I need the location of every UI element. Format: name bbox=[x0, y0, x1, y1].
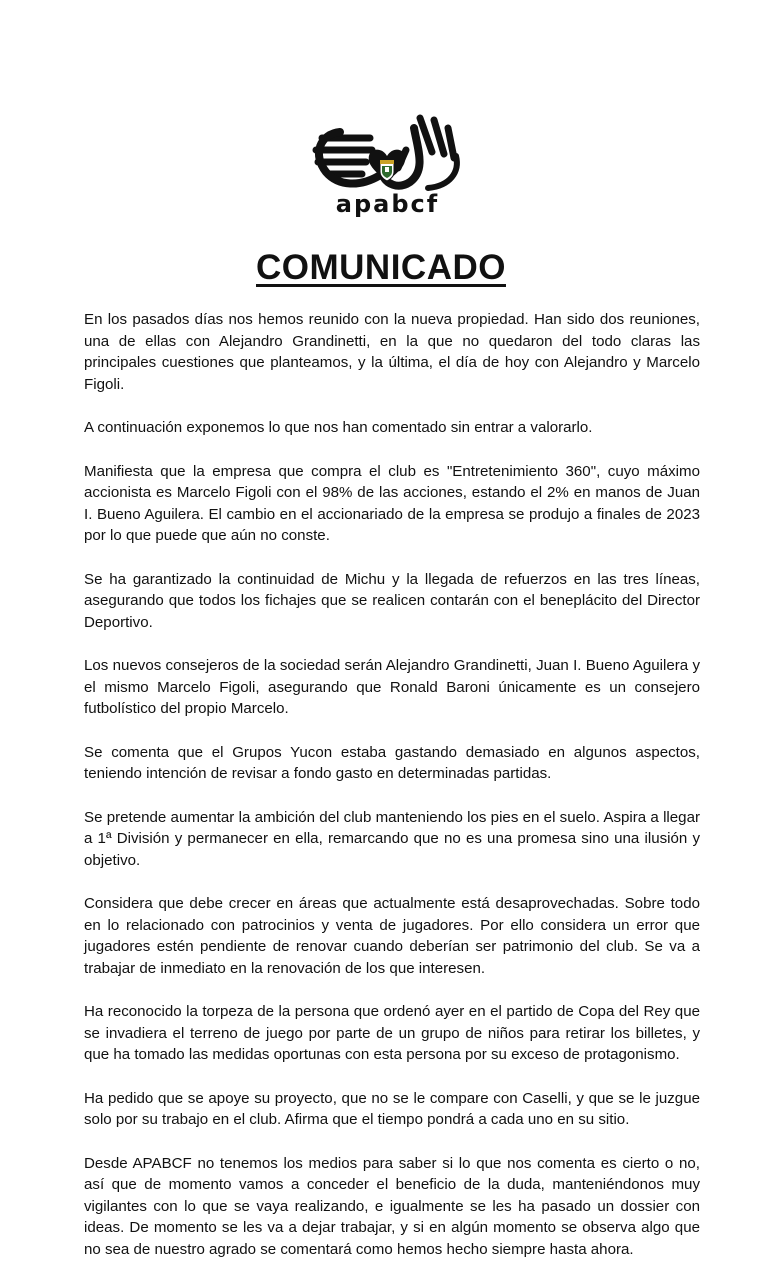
paragraph-7: Se pretende aumentar la ambición del club manteniendo los pies en el suelo. Aspira a llegar a 1ª División y permanecer en ella, remarcando que no es una promesa sino una ilusión y objetivo. bbox=[84, 808, 700, 869]
paragraph-5: Los nuevos consejeros de la sociedad serán Alejandro Grandinetti, Juan I. Bueno Aguilera y el mismo Marcelo Figoli, asegurando que Ronald Baroni únicamente es un consejero futbolístico del propio Marcelo. bbox=[84, 657, 700, 717]
paragraph-4: Se ha garantizado la continuidad de Michu y la llegada de refuerzos en las tres líneas, asegurando que todos los fichajes que se realicen contarán con el beneplácito del Director Deportivo. bbox=[84, 570, 700, 631]
paragraph-10: Ha pedido que se apoye su proyecto, que no se le compare con Caselli, y que se le juzgue solo por su trabajo en el club. Afirma que el tiempo pondrá a cada uno en su sitio. bbox=[84, 1089, 700, 1128]
logo-wordmark: apabcf bbox=[335, 190, 440, 218]
paragraph-2: A continuación exponemos lo que nos han comentado sin entrar a valorarlo. bbox=[84, 419, 593, 436]
paragraph-9: Ha reconocido la torpeza de la persona que ordenó ayer en el partido de Copa del Rey que se invadiera el terreno de juego por parte de un grupo de niños para retirar los billetes, y que ha tomado las medidas oportunas con esta persona por su exceso de protagonismo. bbox=[84, 1003, 700, 1063]
paragraph-11: Desde APABCF no tenemos los medios para saber si lo que nos comenta es cierto o no, así que de momento vamos a conceder el beneficio de la duda, manteniéndonos muy vigilantes con lo que se vaya realizando, e igualmente se les ha pasado un dossier con ideas. De momento se les va a dejar trabajar, y si en algún momento se observa algo que no sea de nuestro agrado se comentará como hemos hecho siempre hasta ahora. bbox=[84, 1154, 700, 1258]
page-title: COMUNICADO bbox=[256, 248, 506, 287]
apabcf-logo bbox=[300, 110, 475, 220]
paragraph-3: Manifiesta que la empresa que compra el club es "Entretenimiento 360", cuyo máximo accionista es Marcelo Figoli con el 98% de las acciones, estando el 2% en manos de Juan I. Bueno Aguilera. El cambio en el accionariado de la empresa se produjo a finales de 2023 por lo que puede que aún no conste. bbox=[84, 462, 700, 544]
paragraph-8: Considera que debe crecer en áreas que actualmente está desaprovechadas. Sobre todo en lo relacionado con patrocinios y venta de jugadores. Por ello considera un error que jugadores estén pendiente de renovar cuando deberían ser patrimonio del club. Se va a trabajar de inmediato en la renovación de los que interesen. bbox=[84, 895, 700, 977]
communique-body bbox=[84, 309, 700, 1282]
paragraph-1: En los pasados días nos hemos reunido con la nueva propiedad. Han sido dos reuniones, una de ellas con Alejandro Grandinetti, en la que no quedaron del todo claras las principales cuestiones que planteamos, y la última, el día de hoy con Alejandro y Marcelo Figoli. bbox=[84, 311, 700, 393]
hands-heart-crest-icon bbox=[300, 110, 475, 192]
paragraph-6: Se comenta que el Grupos Yucon estaba gastando demasiado en algunos aspectos, teniendo intención de revisar a fondo gasto en determinadas partidas. bbox=[84, 743, 700, 782]
